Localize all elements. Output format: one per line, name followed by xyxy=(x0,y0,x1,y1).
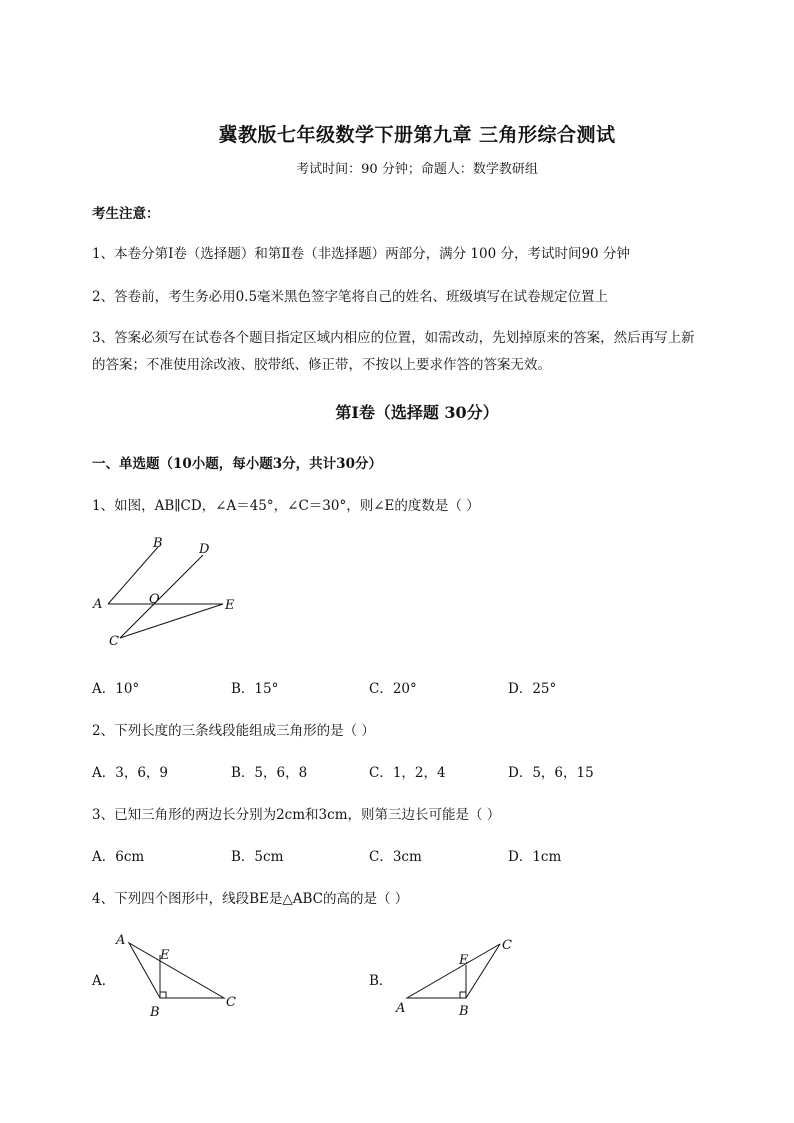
notice-item: 3、答案必须写在试卷各个题目指定区域内相应的位置，如需改动，先划掉原来的答案，然后再写上新 xyxy=(92,330,695,346)
option-b: B．5，6，8 xyxy=(231,765,308,781)
option-b: B．5cm xyxy=(231,849,284,865)
label-e: E xyxy=(459,953,469,968)
question-3-stem: 3、已知三角形的两边长分别为2cm和3cm，则第三边长可能是（ ） xyxy=(92,807,501,823)
notice-item: 2、答卷前，考生务必用0.5毫米黑色签字笔将自己的姓名、班级填写在试卷规定位置上 xyxy=(92,289,609,305)
label-b: B xyxy=(153,536,163,551)
exam-subtitle: 考试时间：90 分钟；命题人：数学教研组 xyxy=(296,162,538,177)
question-4-figure-b xyxy=(390,928,530,1023)
label-c: C xyxy=(109,634,119,649)
question-4-stem: 4、下列四个图形中，线段BE是△ABC的高的是（ ） xyxy=(92,891,409,907)
option-d: D．5，6，15 xyxy=(508,765,594,781)
page-title: 冀教版七年级数学下册第九章 三角形综合测试 xyxy=(218,124,616,146)
notice-item: 1、本卷分第Ⅰ卷（选择题）和第Ⅱ卷（非选择题）两部分，满分 100 分，考试时间90 分钟 xyxy=(92,246,630,262)
notice-heading: 考生注意： xyxy=(92,206,160,222)
label-d: D xyxy=(199,542,210,557)
question-1-figure xyxy=(88,535,248,650)
label-a: A xyxy=(396,1001,406,1016)
label-b: B xyxy=(150,1005,160,1020)
option-a: A．6cm xyxy=(92,849,145,865)
option-b: B． xyxy=(369,973,393,989)
option-c: C．1，2，4 xyxy=(369,765,446,781)
question-1-stem: 1、如图，AB∥CD，∠A＝45°，∠C＝30°，则∠E的度数是（ ） xyxy=(92,498,480,514)
notice-item: 的答案；不准使用涂改液、胶带纸、修正带，不按以上要求作答的答案无效。 xyxy=(92,357,551,373)
option-a: A．3，6，9 xyxy=(92,765,169,781)
question-2-stem: 2、下列长度的三条线段能组成三角形的是（ ） xyxy=(92,723,375,739)
option-a: A．10° xyxy=(92,681,140,697)
option-c: C．20° xyxy=(369,681,417,697)
label-e: E xyxy=(160,948,170,963)
option-a: A． xyxy=(92,973,116,989)
question-4-figure-a xyxy=(112,928,252,1023)
option-c: C．3cm xyxy=(369,849,422,865)
label-a: A xyxy=(116,933,126,948)
option-d: D．25° xyxy=(508,681,557,697)
section-subheading: 一、单选题（10小题，每小题3分，共计30分） xyxy=(92,456,382,472)
label-b: B xyxy=(459,1004,469,1019)
label-o: O xyxy=(149,592,160,607)
label-c: C xyxy=(226,995,236,1010)
option-b: B．15° xyxy=(231,681,279,697)
section-title: 第Ⅰ卷（选择题 30分） xyxy=(335,403,499,422)
label-e: E xyxy=(225,598,235,613)
option-d: D．1cm xyxy=(508,849,562,865)
label-a: A xyxy=(93,597,103,612)
label-c: C xyxy=(502,938,512,953)
